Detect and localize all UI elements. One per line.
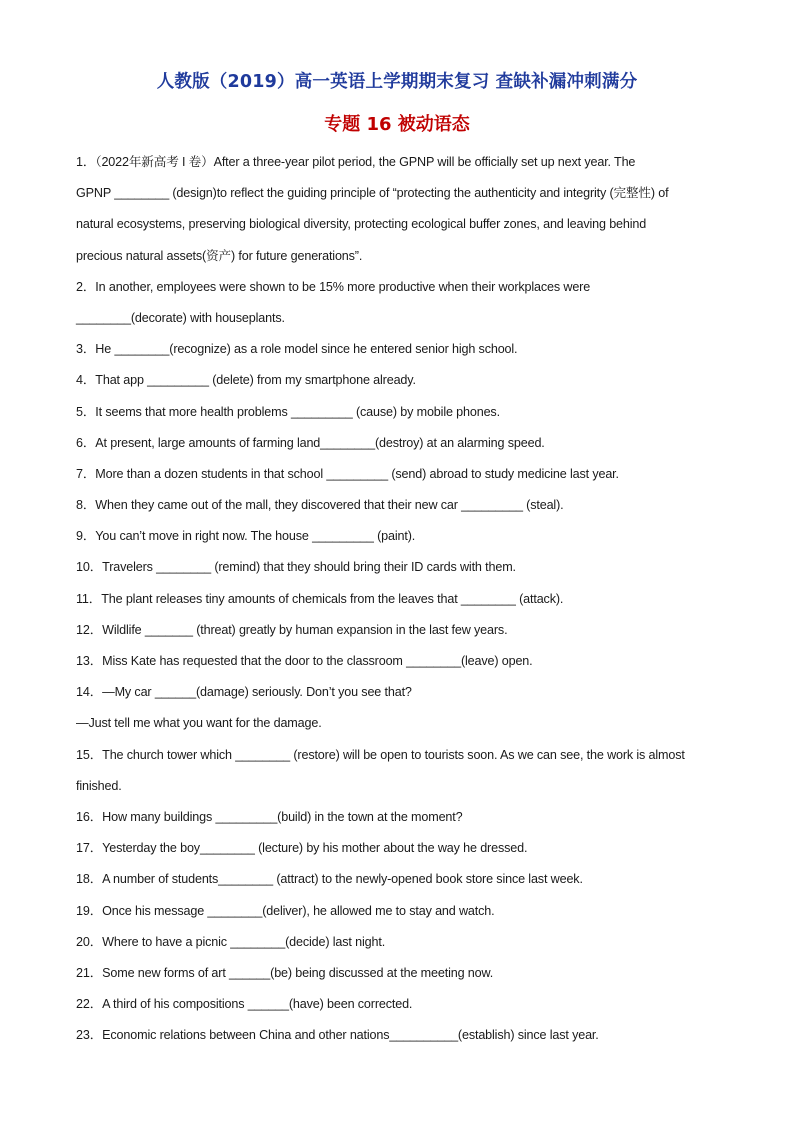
- exercise-line: 3．He ________(recognize) as a role model since he entered senior high school.: [76, 342, 518, 357]
- exercise-line: 12．Wildlife _______ (threat) greatly by human expansion in the last few years.: [76, 622, 508, 637]
- exercise-line: ________(decorate) with houseplants.: [76, 310, 285, 325]
- exercise-line: 23．Economic relations between China and other nations__________(establish) since last year.: [76, 1028, 599, 1043]
- exercise-line: 15．The church tower which ________ (restore) will be open to tourists soon. As we can see, the work is almost: [76, 747, 685, 762]
- section-title: 专题 16 被动语态: [324, 114, 470, 135]
- exercise-line: 4．That app _________ (delete) from my smartphone already.: [76, 373, 416, 388]
- document-title: 人教版（2019）高一英语上学期期末复习 查缺补漏冲刺满分: [156, 72, 638, 92]
- exercise-line: 19．Once his message ________(deliver), he allowed me to stay and watch.: [76, 903, 495, 918]
- exercise-line: 17．Yesterday the boy________ (lecture) by his mother about the way he dressed.: [76, 841, 528, 856]
- exercise-line: 13．Miss Kate has requested that the door to the classroom ________(leave) open.: [76, 654, 533, 668]
- exercise-line: 1．（2022年新高考 I 卷）After a three-year pilot period, the GPNP will be officially set up next year. The: [76, 155, 636, 169]
- exercise-line: 9．You can’t move in right now. The house _________ (paint).: [76, 529, 416, 544]
- exercise-line: precious natural assets(资产) for future generations”.: [76, 248, 363, 263]
- exercise-line: 18．A number of students________ (attract) to the newly-opened book store since last week.: [76, 872, 583, 887]
- exercise-line: 7．More than a dozen students in that school _________ (send) abroad to study medicine last year.: [76, 466, 619, 481]
- exercise-list: [76, 147, 726, 1051]
- exercise-line: 8．When they came out of the mall, they discovered that their new car _________ (steal).: [76, 498, 564, 513]
- exercise-line: 20．Where to have a picnic ________(decide) last night.: [76, 934, 386, 949]
- exercise-line: natural ecosystems, preserving biological diversity, protecting ecological buffer zones, and leaving behind: [76, 217, 647, 232]
- exercise-line: 2．In another, employees were shown to be 15% more productive when their workplaces were: [76, 279, 591, 294]
- exercise-line: 6．At present, large amounts of farming land________(destroy) at an alarming speed.: [76, 435, 545, 450]
- exercise-line: 5．It seems that more health problems _________ (cause) by mobile phones.: [76, 404, 500, 419]
- exercise-line: 10．Travelers ________ (remind) that they should bring their ID cards with them.: [76, 560, 516, 575]
- exercise-line: 16．How many buildings _________(build) in the town at the moment?: [76, 809, 463, 824]
- exercise-line: 14．—My car ______(damage) seriously. Don’t you see that?: [76, 685, 412, 700]
- exercise-line: GPNP ________ (design)to reflect the guiding principle of “protecting the authenticity and integrity (完整性) of: [76, 186, 669, 201]
- exercise-line: 11．The plant releases tiny amounts of chemicals from the leaves that ________ (attack).: [76, 591, 564, 606]
- exercise-line: 21．Some new forms of art ______(be) being discussed at the meeting now.: [76, 965, 494, 980]
- exercise-line: finished.: [76, 778, 122, 793]
- exercise-line: —Just tell me what you want for the damage.: [76, 716, 322, 731]
- exercise-line: 22．A third of his compositions ______(have) been corrected.: [76, 997, 413, 1012]
